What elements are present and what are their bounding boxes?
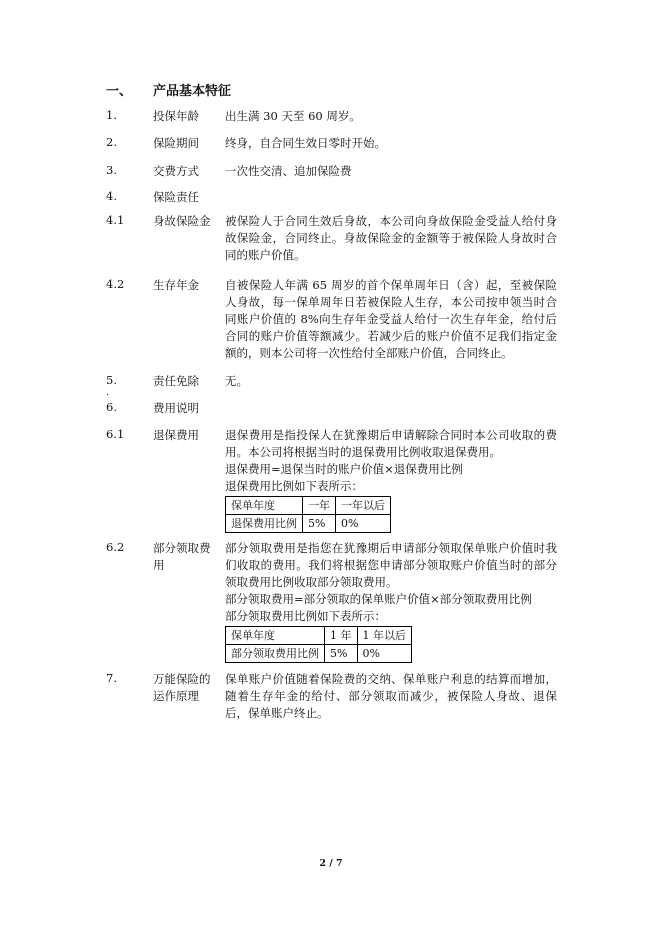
item-number: 4. <box>106 189 117 203</box>
item-number: 6. <box>106 400 117 414</box>
item-label: 投保年龄 <box>153 109 199 123</box>
item-text: 一次性交清、追加保险费 <box>225 164 352 178</box>
item-text: 自被保险人年满 65 周岁的首个保单周年日（含）起，至被保险人身故，每一保单周年日若被保险人生存，本公司按申领当时合同账户价值的 8%向生存年金受益人给付一次生存年金，给付后合同的账户价值等额减少。若减少后的账户价值不足我们指定金额的，则本公司将一次性给付全部账户价值，合同终止。 <box>225 278 557 360</box>
item-number: 7. <box>106 671 117 685</box>
fee-table-intro: 退保费用比例如下表所示： <box>225 479 363 493</box>
table-cell: 保单年度 <box>226 627 325 645</box>
item-label: 保险期间 <box>153 136 199 150</box>
table-row <box>226 627 412 645</box>
item-text: 保单账户价值随着保险费的交纳、保单账户利息的结算而增加，随着生存年金的给付、部分领取而减少，被保险人身故、退保后，保单账户终止。 <box>225 672 557 720</box>
item-text: 终身，自合同生效日零时开始。 <box>225 136 386 150</box>
table-cell: 退保费用比例 <box>226 515 303 533</box>
item-number: 2. <box>106 135 117 149</box>
fee-description <box>225 540 557 663</box>
table-cell: 5% <box>303 515 336 533</box>
section-title: 产品基本特征 <box>153 84 232 99</box>
table-cell: 1 年 <box>325 627 358 645</box>
item-label: 交费方式 <box>153 164 199 178</box>
table-row <box>226 515 391 533</box>
item-text: 无。 <box>225 374 248 388</box>
table-row <box>226 497 391 515</box>
table-row <box>226 645 412 663</box>
table-cell: 一年以后 <box>336 497 391 515</box>
surrender-fee-table <box>225 496 391 533</box>
item-number: 6.1 <box>106 427 125 441</box>
fee-paragraph: 退保费用是指投保人在犹豫期后申请解除合同时本公司收取的费用。本公司将根据当时的退保费用比例收取退保费用。 <box>225 428 557 459</box>
item-number: 1. <box>106 108 117 122</box>
table-cell: 一年 <box>303 497 336 515</box>
item-number: 6.2 <box>106 540 125 554</box>
item-text: 被保险人于合同生效后身故，本公司向身故保险金受益人给付身故保险金，合同终止。身故保险金的金额等于被保险人身故时合同的账户价值。 <box>225 214 557 262</box>
table-cell: 0% <box>357 645 412 663</box>
page-number: 2 / 7 <box>319 858 343 869</box>
item-label: 费用说明 <box>153 401 199 415</box>
section-number: 一、 <box>106 84 133 99</box>
table-cell: 部分领取费用比例 <box>226 645 325 663</box>
fee-table-intro: 部分领取费用比例如下表所示： <box>225 609 386 623</box>
table-cell: 1 年以后 <box>357 627 412 645</box>
item-number: 4.2 <box>106 277 125 291</box>
stray-mark: . <box>106 388 109 398</box>
table-cell: 5% <box>325 645 358 663</box>
item-number: 5. <box>106 373 117 387</box>
partial-withdrawal-fee-table <box>225 626 412 663</box>
item-label: 万能保险的运作原理 <box>153 672 211 703</box>
item-text: 出生满 30 天至 60 周岁。 <box>225 109 361 123</box>
table-cell: 0% <box>336 515 391 533</box>
fee-description <box>225 427 557 533</box>
table-cell: 保单年度 <box>226 497 303 515</box>
item-label: 责任免除 <box>153 374 199 388</box>
item-number: 4.1 <box>106 213 125 227</box>
item-label: 身故保险金 <box>153 214 211 228</box>
item-label: 保险责任 <box>153 190 199 204</box>
item-label: 生存年金 <box>153 278 199 292</box>
fee-formula: 退保费用=退保当时的账户价值×退保费用比例 <box>225 462 463 476</box>
item-number: 3. <box>106 163 117 177</box>
item-label: 退保费用 <box>153 428 199 442</box>
item-label: 部分领取费用 <box>153 541 211 572</box>
fee-paragraph: 部分领取费用是指您在犹豫期后申请部分领取保单账户价值时我们收取的费用。我们将根据您申请部分领取账户价值当时的部分领取费用比例收取部分领取费用。 <box>225 541 557 589</box>
fee-formula: 部分领取费用=部分领取的保单账户价值×部分领取费用比例 <box>225 592 532 606</box>
